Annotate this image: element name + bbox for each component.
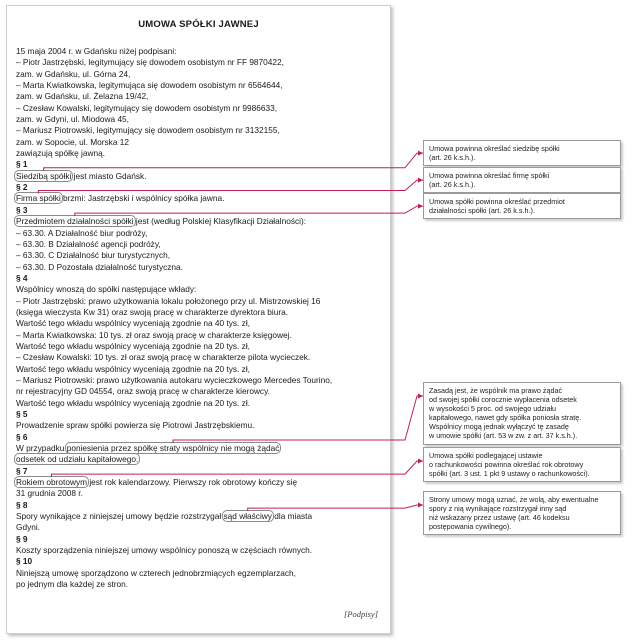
- text-line: [16, 477, 386, 488]
- section-number: [16, 500, 386, 511]
- note-line: w umowie spółki (art. 53 w zw. z art. 37 k.s.h.).: [429, 431, 578, 441]
- text-run: nr rejestracyjny GD 04554, oraz swoją pracę w charakterze kierowcy.: [16, 386, 270, 397]
- text-run: Koszty sporządzenia niniejszej umowy wspólnicy ponoszą w częściach równych.: [16, 545, 313, 556]
- text-line: [16, 114, 386, 125]
- text-run: – Piotr Jastrzębski, legitymujący się dowodem osobistym nr FF 9870422,: [16, 57, 284, 68]
- text-run: zam. w Gdańsku, ul. Żelazna 19/42,: [16, 91, 149, 102]
- note-line: Strony umowy mogą uznać, że wolą, aby ewentualne: [429, 495, 599, 504]
- text-line: [16, 511, 386, 522]
- text-run: – Mariusz Piotrowski: prawo użytkowania autokaru wycieczkowego Mercedes Tourino,: [16, 374, 333, 385]
- text-run: zam. w Sopocie, ul. Morska 12: [16, 136, 129, 147]
- contract-page: [6, 5, 391, 634]
- annotation-note-firma: [423, 167, 621, 193]
- annotation-note-odsetki: [423, 382, 621, 445]
- text-line: [16, 69, 386, 80]
- section-number: [16, 159, 386, 170]
- annotation-note-rok-obrotowy: [423, 447, 621, 482]
- text-line: [16, 239, 386, 250]
- text-line: [16, 57, 386, 68]
- text-line: [16, 103, 386, 114]
- text-line: [16, 398, 386, 409]
- text-line: [16, 193, 386, 204]
- text-run: zawiązują spółkę jawną.: [16, 148, 106, 159]
- text-run: – Marta Kwiatkowska, legitymująca się dowodem osobistym nr 6564644,: [16, 80, 283, 91]
- highlighted-phrase: Siedzibą spółki: [16, 170, 72, 181]
- note-line: postępowania cywilnego).: [429, 522, 512, 532]
- text-line: [16, 318, 386, 329]
- text-line: [16, 148, 386, 159]
- text-run: § 9: [16, 533, 28, 544]
- text-run: jest miasto Gdańsk.: [71, 170, 147, 181]
- text-line: [16, 341, 386, 352]
- signature-placeholder: [Podpisy]: [344, 609, 378, 619]
- text-run: Wartość tego wkładu wspólnicy wyceniają zgodnie na 20 tys. zł.: [16, 397, 250, 408]
- highlighted-phrase: Firma spółki: [16, 193, 61, 204]
- note-line: Umowa spółki powinna określać przedmiot: [429, 197, 565, 206]
- text-run: 15 maja 2004 r. w Gdańsku niżej podpisani:: [16, 46, 177, 56]
- text-run: jest (według Polskiej Klasyfikacji Działalności):: [133, 216, 307, 227]
- text-run: – 63.30. C Działalność biur turystycznych,: [16, 250, 171, 261]
- text-run: Wartość tego wkładu wspólnicy wyceniają zgodnie na 40 tys. zł,: [16, 318, 250, 329]
- text-run: § 7: [16, 465, 28, 476]
- text-run: (księga wieczysta Kw 31) oraz swoją pracę w charakterze dyrektora biura.: [16, 306, 289, 317]
- section-number: [16, 182, 386, 193]
- note-line: Umowa spółki podlegającej ustawie: [429, 451, 543, 460]
- text-run: – Piotr Jastrzębski: prawo użytkowania lokalu położonego przy ul. Mistrzowskiej 16: [16, 295, 321, 306]
- text-run: § 1: [16, 159, 28, 170]
- text-run: Spory wynikające z niniejszej umowy będzie rozstrzygał: [16, 511, 224, 522]
- section-number: [16, 534, 386, 545]
- note-line: w wysokości 5 proc. od swojego udziału: [429, 404, 557, 414]
- text-run: brzmi: Jastrzębski i wspólnicy spółka jawna.: [60, 193, 225, 204]
- text-line: [16, 137, 386, 148]
- text-line: [16, 568, 386, 579]
- text-run: Wspólnicy wnoszą do spółki następujące wkłady:: [16, 284, 197, 295]
- highlighted-phrase: odsetek od udziału kapitałowego.: [16, 454, 139, 465]
- text-line: [16, 522, 386, 533]
- note-line: Umowa powinna określać firmę spółki: [429, 171, 550, 180]
- text-line: [16, 488, 386, 499]
- highlighted-phrase: sąd właściwy: [223, 511, 272, 522]
- text-run: dla miasta: [271, 511, 313, 522]
- text-line: [16, 262, 386, 273]
- note-line: kapitałowego, nawet gdy spółka poniosła stratę.: [429, 413, 582, 423]
- text-run: jest rok kalendarzowy. Pierwszy rok obrotowy kończy się: [87, 477, 298, 488]
- note-line: spółki (art. 3 ust. 1 pkt 9 ustawy o rachunkowości).: [429, 469, 590, 479]
- note-line: działalności spółki (art. 26 k.s.h.).: [429, 206, 535, 216]
- text-line: [16, 330, 386, 341]
- text-run: zam. w Gdańsku, ul. Górna 24,: [16, 68, 131, 79]
- text-run: Prowadzenie spraw spółki powierza się Piotrowi Jastrzębskiemu.: [16, 420, 255, 431]
- text-run: Wartość tego wkładu wspólnicy wyceniają zgodnie na 20 tys. zł,: [16, 340, 250, 351]
- text-line: [16, 307, 386, 318]
- text-run: zam. w Gdyni, ul. Miodowa 45,: [16, 114, 129, 125]
- text-line: [16, 91, 386, 102]
- document-title: UMOWA SPÓŁKI JAWNEJ: [138, 19, 259, 30]
- section-number: [16, 556, 386, 567]
- text-run: Gdyni.: [16, 522, 40, 533]
- text-run: – Mariusz Piotrowski, legitymujący się dowodem osobistym nr 3132155,: [16, 125, 280, 136]
- text-run: – 63.30. D Pozostała działalność turystyczna.: [16, 261, 183, 272]
- text-line: [16, 420, 386, 431]
- text-run: – Czesław Kowalski, legitymujący się dowodem osobistym nr 9986633,: [16, 102, 278, 113]
- text-run: § 5: [16, 409, 28, 419]
- text-run: § 6: [16, 431, 28, 442]
- highlighted-phrase: Przedmiotem działalności spółki: [16, 216, 134, 227]
- text-line: [16, 250, 386, 261]
- text-run: po jednym dla każdej ze stron.: [16, 579, 129, 590]
- highlighted-phrase: Rokiem obrotowym: [16, 477, 88, 488]
- text-run: § 8: [16, 499, 28, 510]
- note-line: Wspólnicy mogą jednak wyłączyć tę zasadę: [429, 422, 569, 432]
- text-line: [16, 80, 386, 91]
- note-line: (art. 26 k.s.h.).: [429, 180, 476, 190]
- text-line: [16, 171, 386, 182]
- note-line: spory z nią wynikające rozstrzygał inny sąd: [429, 504, 567, 514]
- section-number: [16, 409, 386, 420]
- text-run: § 2: [16, 182, 28, 193]
- text-line: [16, 284, 386, 295]
- text-line: [16, 228, 386, 239]
- text-run: – 63.30. A Działalność biur podróży,: [16, 227, 148, 238]
- text-line: [16, 579, 386, 590]
- annotation-note-przedmiot: [423, 193, 621, 219]
- text-run: § 4: [16, 272, 28, 283]
- text-run: – 63.30. B Działalność agencji podróży,: [16, 238, 161, 249]
- note-line: niż wskazany przez ustawę (art. 46 kodeksu: [429, 513, 570, 523]
- text-run: – Czesław Kowalski: 10 tys. zł oraz swoją pracę w charakterze pilota wycieczek.: [16, 352, 311, 363]
- text-line: [16, 386, 386, 397]
- annotation-note-siedziba: [423, 140, 621, 166]
- text-line: [16, 352, 386, 363]
- text-line: [16, 375, 386, 386]
- note-line: (art. 26 k.s.h.).: [429, 153, 476, 163]
- text-line: [16, 545, 386, 556]
- text-line: [16, 364, 386, 375]
- highlighted-phrase: poniesienia przez spółkę straty wspólnicy nie mogą żądać: [66, 443, 280, 454]
- note-line: Umowa powinna określać siedzibę spółki: [429, 144, 560, 153]
- text-run: W przypadku: [16, 443, 67, 454]
- text-line: [16, 216, 386, 227]
- text-run: 31 grudnia 2008 r.: [16, 488, 83, 499]
- annotation-note-sad-wlasciwy: [423, 491, 621, 535]
- document-body: [16, 46, 386, 591]
- text-run: § 3: [16, 204, 28, 215]
- text-run: § 10: [16, 556, 33, 567]
- text-line: [16, 296, 386, 307]
- note-line: o rachunkowości powinna określać rok obrotowy: [429, 460, 584, 470]
- note-line: Zasadą jest, że wspólnik ma prawo żądać: [429, 386, 563, 395]
- section-number: [16, 273, 386, 284]
- note-line: od swojej spółki corocznie wypłacenia odsetek: [429, 395, 577, 405]
- text-line: [16, 46, 386, 57]
- text-run: Wartość tego wkładu wspólnicy wyceniają zgodnie na 20 tys. zł,: [16, 363, 250, 374]
- text-run: – Marta Kwiatkowska: 10 tys. zł oraz swoją pracę w charakterze księgowej.: [16, 329, 292, 340]
- text-line: [16, 125, 386, 136]
- text-line: [16, 454, 386, 465]
- text-run: Niniejszą umowę sporządzono w czterech jednobrzmiących egzemplarzach,: [16, 567, 296, 578]
